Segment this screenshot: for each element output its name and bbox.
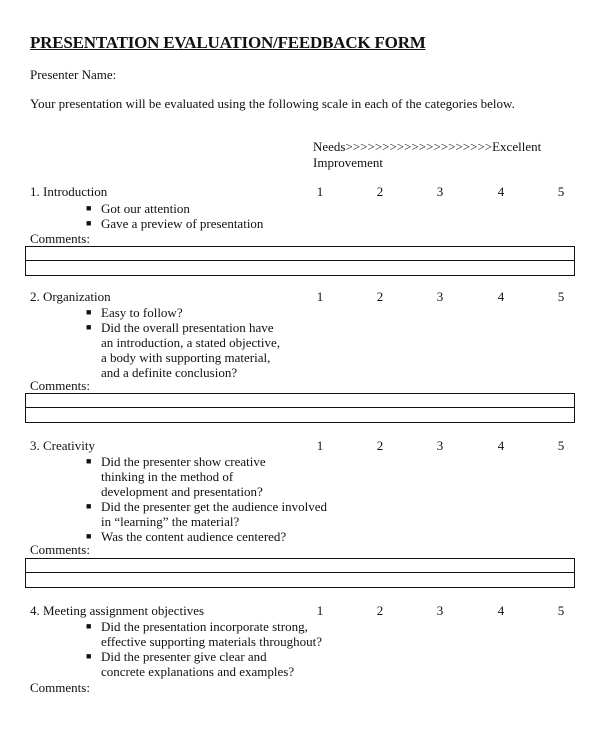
presenter-name-label: Presenter Name: <box>30 67 117 82</box>
score-option-3[interactable]: 3 <box>436 184 444 199</box>
list-item: ■ Did the presenter give clear and concrete explanations and examples? <box>86 649 295 679</box>
comments-box-divider <box>26 260 574 261</box>
comments-box[interactable] <box>25 558 575 588</box>
comments-label: Comments: <box>30 680 90 695</box>
score-option-1[interactable]: 1 <box>316 438 324 453</box>
list-item: ■ Did the presenter show creative thinking in the method of development and presentation? <box>86 454 266 499</box>
instructions-text: Your presentation will be evaluated using the following scale in each of the categories below. <box>30 96 515 111</box>
bullet-icon: ■ <box>86 307 92 317</box>
comments-label: Comments: <box>30 378 90 393</box>
comments-box-divider <box>26 572 574 573</box>
bullet-list <box>86 201 263 231</box>
score-option-4[interactable]: 4 <box>497 603 505 618</box>
score-option-1[interactable]: 1 <box>316 184 324 199</box>
bullet-icon: ■ <box>86 456 92 466</box>
score-option-1[interactable]: 1 <box>316 603 324 618</box>
comments-label: Comments: <box>30 231 90 246</box>
list-item: ■ Gave a preview of presentation <box>86 216 264 231</box>
score-option-5[interactable]: 5 <box>557 438 565 453</box>
score-option-1[interactable]: 1 <box>316 289 324 304</box>
list-item: ■ Was the content audience centered? <box>86 529 287 544</box>
section-title: 4. Meeting assignment objectives <box>30 603 205 618</box>
section-title: 2. Organization <box>30 289 111 304</box>
bullet-list <box>86 454 327 544</box>
bullet-icon: ■ <box>86 621 92 631</box>
bullet-list <box>86 305 280 380</box>
comments-box-divider <box>26 407 574 408</box>
score-option-4[interactable]: 4 <box>497 289 505 304</box>
list-item: ■ Did the presenter get the audience involved in “learning” the material? <box>86 499 327 529</box>
bullet-icon: ■ <box>86 218 92 228</box>
bullet-icon: ■ <box>86 322 92 332</box>
list-item: ■ Got our attention <box>86 201 190 216</box>
list-item: ■ Did the presentation incorporate strong, effective supporting materials throughout? <box>86 619 323 649</box>
scale-low-label: Improvement <box>313 155 384 170</box>
comments-label: Comments: <box>30 542 90 557</box>
list-item: ■ Did the overall presentation have an introduction, a stated objective, a body with supporting material, and a definite conclusion? <box>86 320 281 380</box>
score-option-5[interactable]: 5 <box>557 603 565 618</box>
comments-box[interactable] <box>25 246 575 276</box>
score-option-2[interactable]: 2 <box>376 603 384 618</box>
bullet-icon: ■ <box>86 501 92 511</box>
bullet-icon: ■ <box>86 531 92 541</box>
score-option-2[interactable]: 2 <box>376 184 384 199</box>
score-option-4[interactable]: 4 <box>497 438 505 453</box>
score-option-3[interactable]: 3 <box>436 603 444 618</box>
score-option-2[interactable]: 2 <box>376 438 384 453</box>
score-option-3[interactable]: 3 <box>436 289 444 304</box>
section-title: 1. Introduction <box>30 184 108 199</box>
score-option-5[interactable]: 5 <box>557 184 565 199</box>
score-option-5[interactable]: 5 <box>557 289 565 304</box>
bullet-icon: ■ <box>86 651 92 661</box>
section-title: 3. Creativity <box>30 438 95 453</box>
bullet-icon: ■ <box>86 203 92 213</box>
score-option-3[interactable]: 3 <box>436 438 444 453</box>
comments-box[interactable] <box>25 393 575 423</box>
list-item: ■ Easy to follow? <box>86 305 183 320</box>
form-title: PRESENTATION EVALUATION/FEEDBACK FORM <box>30 33 426 52</box>
scale-high-label: Needs>>>>>>>>>>>>>>>>>>>>Excellent <box>313 139 542 154</box>
score-option-4[interactable]: 4 <box>497 184 505 199</box>
bullet-list <box>86 619 322 679</box>
score-option-2[interactable]: 2 <box>376 289 384 304</box>
